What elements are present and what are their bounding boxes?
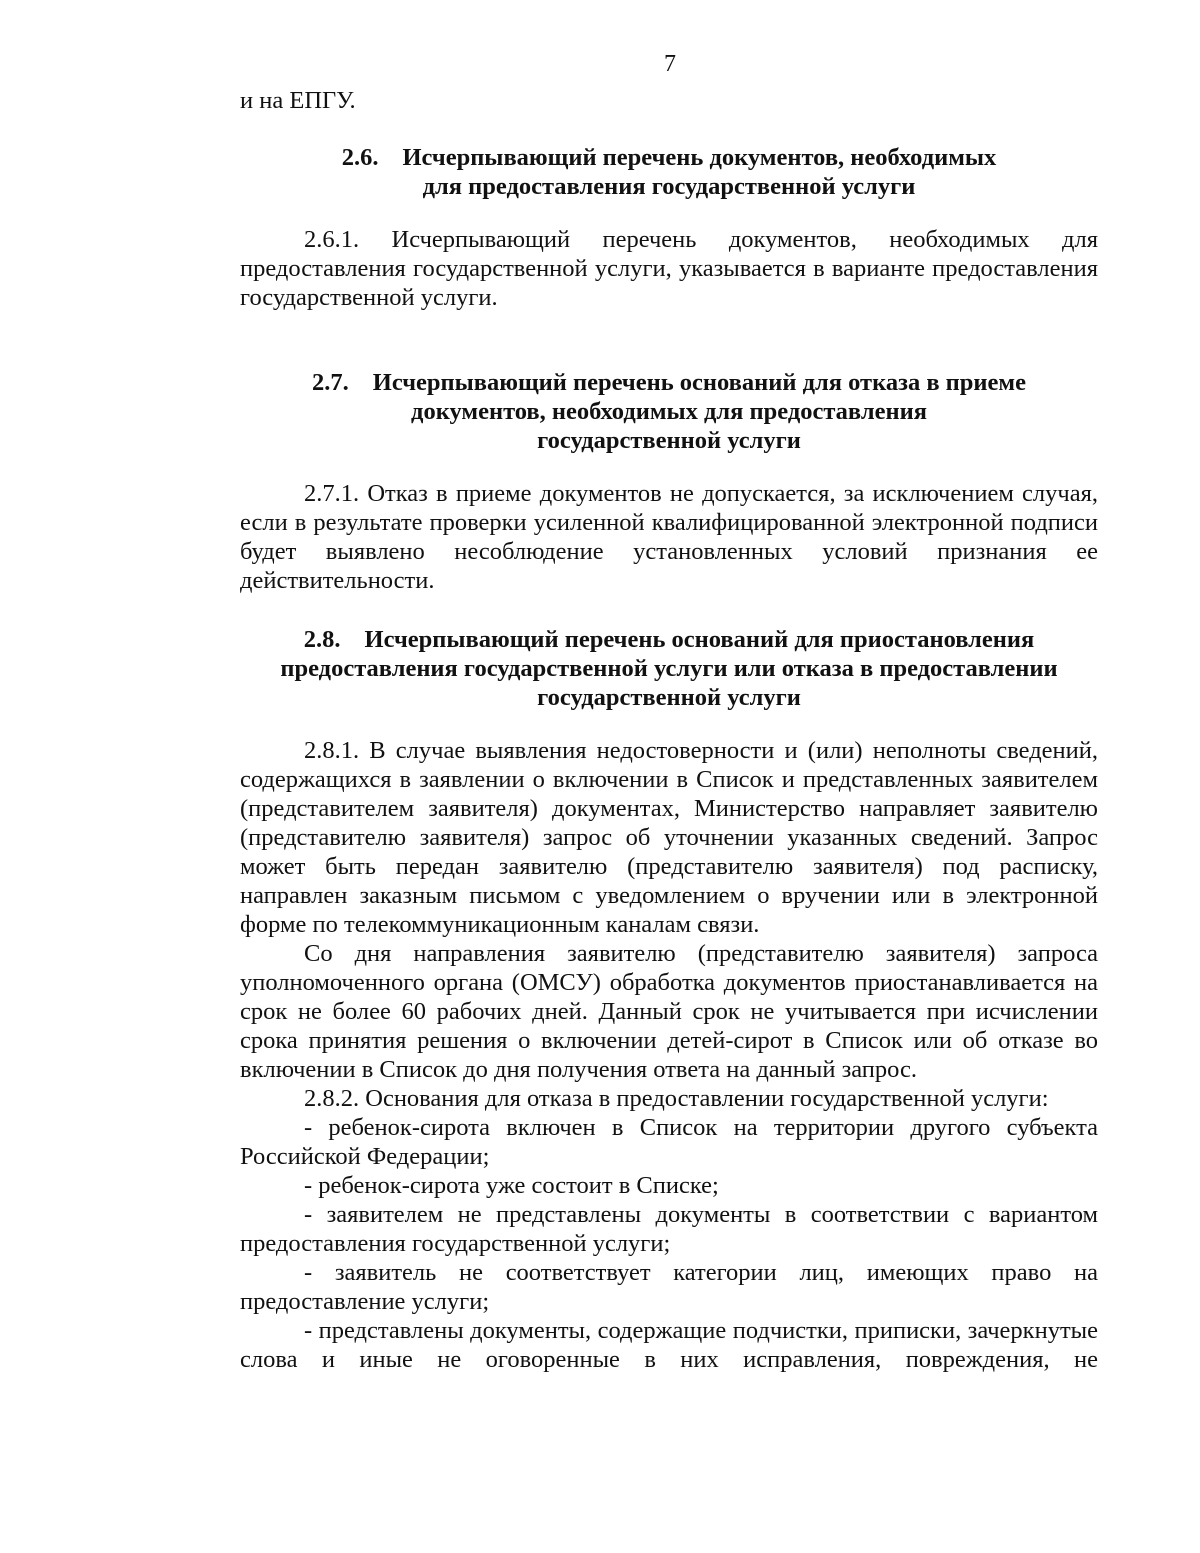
heading-line: Исчерпывающий перечень оснований для отказа в приеме [372, 369, 1026, 396]
document-body [240, 86, 1098, 1374]
heading-line: документов, необходимых для предоставления [411, 398, 927, 425]
paragraph-2-7-1: 2.7.1. Отказ в приеме документов не допускается, за исключением случая, если в результате проверки усиленной квалифицированной электронной подписи будет выявлено несоблюдение установленных условий признания ее действительности. [240, 480, 1098, 594]
heading-line: государственной услуги [537, 427, 801, 454]
section-number: 2.7. [312, 369, 349, 396]
paragraph-2-8-1-cont: Со дня направления заявителю (представителю заявителя) запроса уполномоченного органа (ОМСУ) обработка документов приостанавливается на срок не более 60 рабочих дней. Данный срок не учитывается при исчислении срока принятия решения о включении детей-сирот в Список или об отказе во включении в Список до дня получения ответа на данный запрос. [240, 940, 1098, 1083]
section-2-7 [240, 368, 1098, 595]
section-number: 2.6. [341, 144, 379, 171]
lead-line: и на ЕПГУ. [240, 87, 356, 114]
list-item: - заявитель не соответствует категории лиц, имеющих право на предоставление услуги; [240, 1259, 1098, 1315]
heading-line: Исчерпывающий перечень документов, необходимых [402, 144, 997, 171]
heading-line: Исчерпывающий перечень оснований для приостановления [364, 626, 1035, 653]
section-2-8-heading [240, 625, 1098, 712]
list-item: - заявителем не представлены документы в соответствии с вариантом предоставления государственной услуги; [240, 1201, 1098, 1257]
paragraph-2-8-1: 2.8.1. В случае выявления недостоверности и (или) неполноты сведений, содержащихся в заявлении о включении в Список и представленных заявителем (представителем заявителя) документах, Министерство направляет заявителю (представителю заявителя) запрос об уточнении указанных сведений. Запрос может быть передан заявителю (представителю заявителя) под расписку, направлен заказным письмом с уведомлением о вручении или в электронной форме по телекоммуникационным каналам связи. [240, 737, 1098, 938]
section-2-8 [240, 625, 1098, 1374]
heading-line: предоставления государственной услуги или отказа в предоставлении [280, 655, 1058, 682]
page-number: 7 [664, 51, 676, 77]
list-item: - представлены документы, содержащие подчистки, приписки, зачеркнутые слова и иные не оговоренные в них исправления, повреждения, не [240, 1317, 1098, 1373]
section-2-7-heading [240, 368, 1098, 455]
section-2-6-heading [240, 143, 1098, 201]
heading-line: для предоставления государственной услуги [422, 173, 916, 200]
section-2-6 [240, 143, 1098, 312]
heading-line: государственной услуги [537, 684, 801, 711]
section-number: 2.8. [303, 626, 341, 653]
paragraph-2-8-2: 2.8.2. Основания для отказа в предоставлении государственной услуги: [304, 1085, 1049, 1112]
list-item: - ребенок-сирота включен в Список на территории другого субъекта Российской Федерации; [240, 1114, 1098, 1170]
paragraph-2-6-1: 2.6.1. Исчерпывающий перечень документов, необходимых для предоставления государственной услуги, указывается в варианте предоставления государственной услуги. [240, 226, 1098, 311]
list-item: - ребенок-сирота уже состоит в Списке; [304, 1172, 719, 1199]
